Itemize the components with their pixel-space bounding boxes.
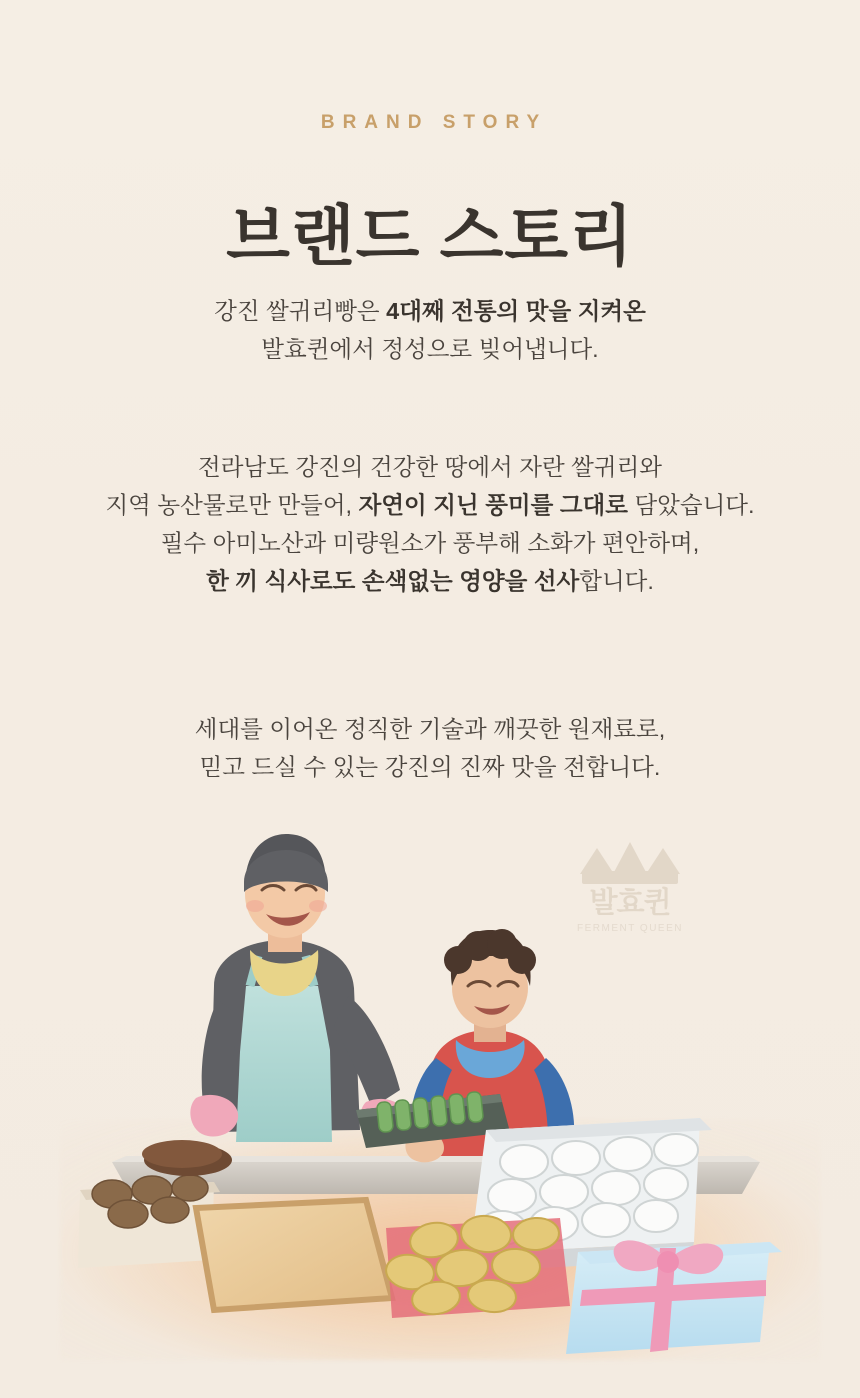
text-line: 전라남도 강진의 건강한 땅에서 자란 쌀귀리와 (198, 454, 662, 480)
text-line: 필수 아미노산과 미량원소가 풍부해 소화가 편안하며, (160, 530, 700, 557)
text-line: 강진 쌀귀리빵은 4대째 전통의 맛을 지켜온 (214, 298, 646, 324)
text-line: 지역 농산물로만 만들어, 자연이 지닌 풍미를 그대로 담았습니다. (105, 492, 755, 519)
body-paragraph-3 (0, 710, 860, 786)
brand-illustration (0, 790, 860, 1398)
wooden-tray (196, 1200, 392, 1310)
body-paragraph-2 (0, 448, 860, 600)
text-line: 믿고 드실 수 있는 강진의 진짜 맛을 전합니다. (199, 754, 661, 781)
watermark-brand-sub: FERMENT QUEEN (577, 922, 683, 934)
body-paragraph-1 (0, 292, 860, 368)
standing-baker (190, 834, 406, 1142)
illustration-svg (0, 790, 860, 1398)
eyebrow-label: BRAND STORY (320, 112, 548, 133)
text-line: 발효퀸에서 정성으로 빚어냅니다. (261, 336, 599, 363)
potato-pile (384, 1213, 570, 1318)
text-line: 세대를 이어온 정직한 기술과 깨끗한 원재료로, (194, 716, 666, 742)
watermark-brand-name: 발효퀸 (589, 887, 671, 919)
dark-roll (142, 1140, 232, 1176)
gift-box-with-ribbon (566, 1240, 782, 1354)
page-title: 브랜드 스토리 (226, 199, 634, 274)
text-line: 한 끼 식사로도 손색없는 영양을 선사합니다. (206, 568, 654, 595)
